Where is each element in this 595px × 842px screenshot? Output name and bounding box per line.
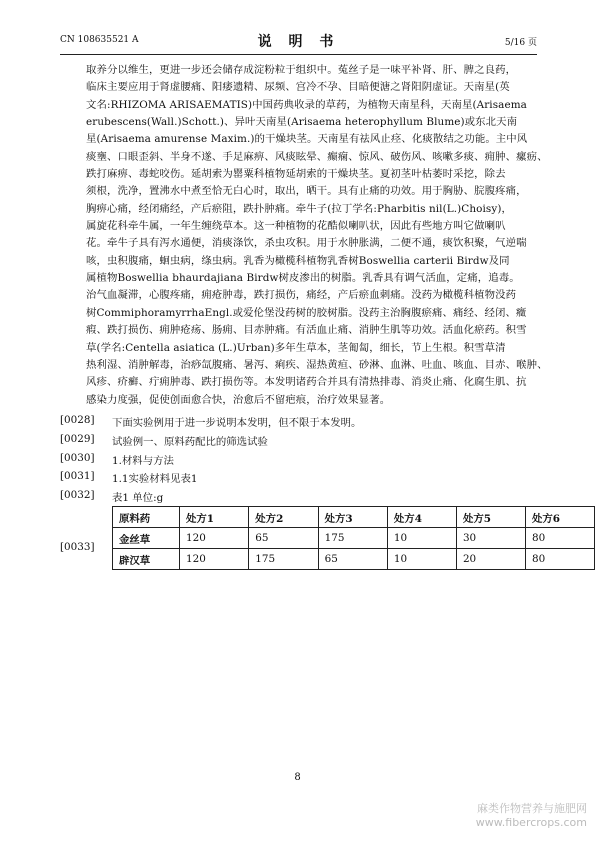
body-line: 文名:RHIZOMA ARISAEMATIS)中国药典收录的草药，为植物天南星科，天南星(Arisaema xyxy=(86,98,527,111)
header-rule xyxy=(60,54,537,55)
paragraph-text: 试验例一、原料药配比的筛选试验 xyxy=(112,436,268,448)
paragraph-number: [0030] xyxy=(60,452,95,464)
body-line: 咳，虫积腹痛，蛔虫病，绦虫病。乳香为橄榄科植物乳香树Boswellia carterii Birdw及同 xyxy=(86,254,510,267)
body-line: 风疹、疥癣、疔痈肿毒、跌打损伤等。本发明诸药合并具有清热排毒、消炎止痛、化腐生肌、抗 xyxy=(86,376,527,389)
body-line: 花。牵牛子具有泻水通便，消痰涤饮，杀虫攻积。用于水肿胀满，二便不通，痰饮积聚，气逆喘 xyxy=(86,237,527,250)
paragraph-text: 表1 单位:g xyxy=(112,492,164,504)
watermark xyxy=(476,802,587,830)
table-cell: 120 xyxy=(179,528,248,549)
table-cell: 20 xyxy=(456,549,525,570)
table-header-cell: 处方2 xyxy=(249,507,318,528)
body-line: 取养分以维生，更进一步还会储存成淀粉粒于组织中。菟丝子是一味平补肾、肝、脾之良药， xyxy=(86,64,517,76)
table-row xyxy=(113,549,595,570)
table-cell: 65 xyxy=(318,549,387,570)
body-line: 临床主要应用于肾虚腰痛、阳痿遗精、尿频、宫冷不孕、目暗便溏之肾阳阴虚证。天南星(英 xyxy=(86,81,510,94)
table-row xyxy=(113,528,595,549)
body-line: erubescens(Wall.)Schott.)、异叶天南星(Arisaema heterophyllum Blume)或东北天南 xyxy=(86,116,518,129)
paragraph-number: [0033] xyxy=(60,541,95,553)
materials-table xyxy=(112,506,595,570)
page-number: 8 xyxy=(294,772,301,783)
body-line: 跌打麻痹、毒蛇咬伤。延胡索为罂粟科植物延胡索的干燥块茎。夏初茎叶枯萎时采挖，除去 xyxy=(86,168,506,181)
table-header-cell: 处方4 xyxy=(387,507,456,528)
body-line: 感染力度强，促使创面愈合快，治愈后不留疤痕，治疗效果显著。 xyxy=(86,393,391,406)
table-header-cell: 处方6 xyxy=(525,507,594,528)
paragraph-text: 1.1实验材料见表1 xyxy=(112,473,198,485)
table-cell: 120 xyxy=(179,549,248,570)
body-paragraph xyxy=(86,62,548,409)
page-header xyxy=(60,31,537,51)
table-cell: 金丝草 xyxy=(113,528,180,549)
document-title: 说 明 书 xyxy=(257,34,340,50)
body-line: 属旋花科牵牛属，一年生缠绕草本。这一种植物的花酷似喇叭状，因此有些地方叫它做喇叭 xyxy=(86,220,506,233)
body-line: 星(Arisaema amurense Maxim.)的干燥块茎。天南星有祛风止痉、化痰散结之功能。主中风 xyxy=(86,133,528,146)
body-line: 痰壅、口眼歪斜、半身不遂、手足麻痹、风痰眩晕、癫痫、惊风、破伤风、咳嗽多痰、痈肿、瘰疬、 xyxy=(86,150,548,163)
document-number: CN 108635521 A xyxy=(60,35,139,45)
body-line: 治气血凝滞，心腹疼痛，痈疮肿毒，跌打损伤，痛经，产后瘀血刺痛。没药为橄榄科植物没药 xyxy=(86,289,517,302)
body-line: 须根，洗净，置沸水中煮至恰无白心时，取出，晒干。具有止痛的功效。用于胸胁、脘腹疼痛， xyxy=(86,185,527,198)
table-cell: 175 xyxy=(318,528,387,549)
table-header-cell: 处方1 xyxy=(179,507,248,528)
table-cell: 80 xyxy=(525,528,594,549)
paragraph-number: [0031] xyxy=(60,470,95,482)
body-line: 热利湿、消肿解毒，治痧氙腹痛、暑泻、痢疾、湿热黄疸、砂淋、血淋、吐血、咳血、目赤、喉肿、 xyxy=(86,358,548,371)
table-header-row xyxy=(113,507,595,528)
body-line: 胸痹心痛，经闭痛经，产后瘀阻，跌扑肿痛。牵牛子(拉丁学名:Pharbitis nil(L.)Choisy)， xyxy=(86,202,512,215)
table-cell: 175 xyxy=(249,549,318,570)
paragraph-number: [0028] xyxy=(60,414,95,426)
body-line: 瘕、跌打损伤、痈肿疮疡、肠痈、目赤肿痛。有活血止痛、消肿生肌等功效。活血化瘀药。积雪 xyxy=(86,324,527,337)
table-header-cell: 处方5 xyxy=(456,507,525,528)
body-line: 树CommiphoramyrrhaEngl.或爱伦堡没药树的胶树脂。没药主治胸腹瘀痛、痛经、经闭、癥 xyxy=(86,306,527,319)
paragraph-number: [0032] xyxy=(60,489,95,501)
body-line: 草(学名:Centella asiatica (L.)Urban)多年生草本，茎匍匐，细长，节上生根。积雪草清 xyxy=(86,341,506,354)
paragraph-number: [0029] xyxy=(60,433,95,445)
table-header-cell: 处方3 xyxy=(318,507,387,528)
table-cell: 辟汉草 xyxy=(113,549,180,570)
watermark-url: www.fibercrops.com xyxy=(475,816,587,829)
page-indicator: 5/16 页 xyxy=(504,38,537,48)
table-cell: 10 xyxy=(387,549,456,570)
paragraph-text: 1.材料与方法 xyxy=(112,455,174,467)
table-cell: 10 xyxy=(387,528,456,549)
watermark-title: 麻类作物营养与施肥网 xyxy=(477,802,587,815)
table-header-cell: 原料药 xyxy=(113,507,180,528)
table-cell: 80 xyxy=(525,549,594,570)
paragraph-text: 下面实验例用于进一步说明本发明，但不限于本发明。 xyxy=(112,417,362,429)
table-cell: 30 xyxy=(456,528,525,549)
body-line: 属植物Boswellia bhaurdajiana Birdw树皮渗出的树脂。乳香具有调气活血，定痛，追毒。 xyxy=(86,272,520,285)
table-cell: 65 xyxy=(249,528,318,549)
